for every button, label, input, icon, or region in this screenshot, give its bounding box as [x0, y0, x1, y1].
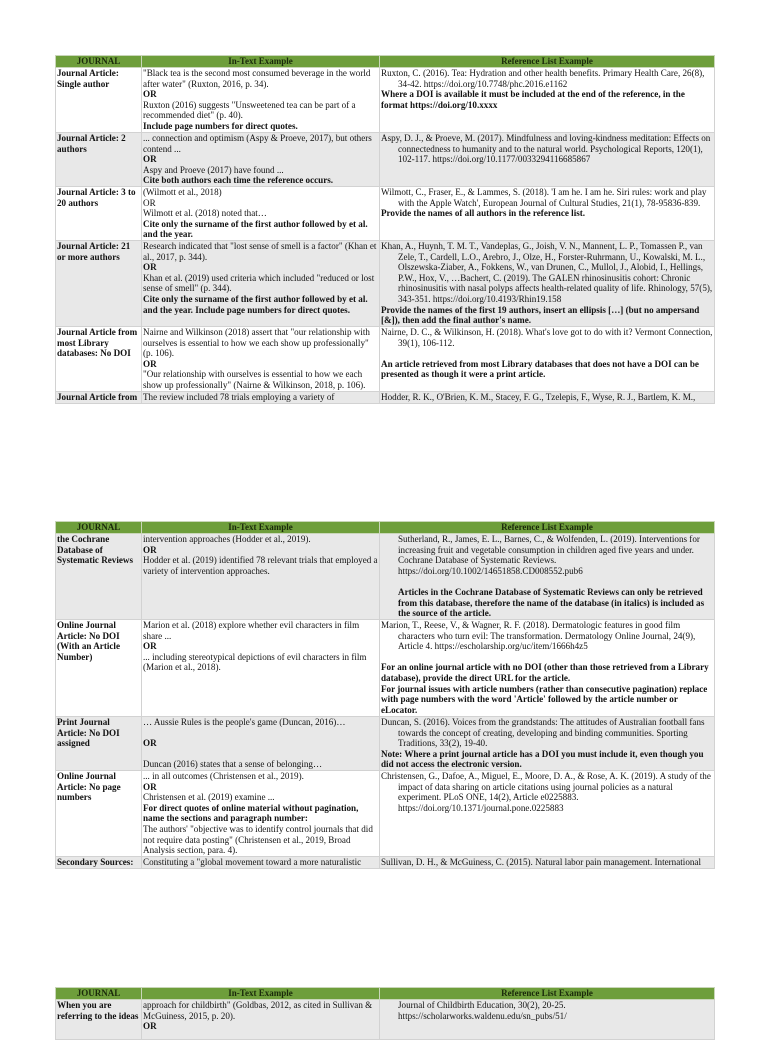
intext-cell [142, 771, 380, 857]
header-journal: JOURNAL [56, 988, 142, 1000]
reference-cell [380, 717, 715, 771]
cell-paragraph: … Aussie Rules is the people's game (Duncan, 2016)… [143, 717, 346, 727]
table-header-row [56, 522, 715, 534]
journal-type-cell: Journal Article from [56, 392, 142, 404]
reference-cell [380, 857, 715, 869]
table-row [56, 857, 715, 869]
or-separator: OR [143, 738, 157, 749]
cell-paragraph: Marion, T., Reese, V., & Wagner, R. F. (2018). Dermatologic features in good film characters who turn evil: The transformation. Dermatology Online Journal, 24(9), Article 4. https://escholarship.org/uc/item/1666h4z5 [381, 620, 696, 652]
cell-paragraph: Cite both authors each time the reference occurs. [143, 175, 334, 186]
cell-paragraph: intervention approaches (Hodder et al., 2019). [143, 534, 311, 544]
header-journal: JOURNAL [56, 522, 142, 534]
cell-paragraph: "Black tea is the second most consumed beverage in the world after water" (Ruxton, 2016, p. 34). [143, 68, 371, 89]
reference-cell [380, 620, 715, 717]
table-row [56, 133, 715, 187]
or-separator: OR [143, 154, 157, 165]
cell-paragraph: ... connection and optimism (Aspy & Proeve, 2017), but others contend ... [143, 133, 372, 154]
cell-paragraph: Wilmott et al. (2018) noted that… [143, 208, 267, 219]
table-row [56, 327, 715, 392]
cell-paragraph: Ruxton (2016) suggests "Unsweetened tea can be part of a recommended diet" (p. 40). [143, 99, 356, 121]
header-intext: In-Text Example [142, 56, 380, 68]
reference-cell [380, 392, 715, 404]
table-row [56, 392, 715, 404]
or-separator: OR [143, 544, 157, 555]
cell-paragraph: Provide the names of all authors in the reference list. [381, 208, 586, 219]
journal-type-cell: Online Journal Article: No DOI (With an Article Number) [56, 620, 142, 717]
or-separator: OR [143, 197, 156, 208]
header-intext: In-Text Example [142, 988, 380, 1000]
reference-cell [380, 534, 715, 620]
journal-type-cell: Journal Article: 2 authors [56, 133, 142, 187]
intext-cell [142, 392, 380, 404]
cell-paragraph: An article retrieved from most Library databases that does not have a DOI can be presented as though it were a print article. [381, 358, 699, 380]
cell-paragraph: For an online journal article with no DOI (other than those retrieved from a Library database), provide the direct URL for the article. [381, 662, 709, 683]
table-row [56, 1000, 715, 1040]
journal-type-cell: Print Journal Article: No DOI assigned [56, 717, 142, 771]
or-separator: OR [143, 358, 157, 369]
table-header-row [56, 988, 715, 1000]
or-separator: OR [143, 1021, 157, 1032]
reference-table-1 [55, 55, 715, 404]
journal-type-cell: Journal Article: 21 or more authors [56, 241, 142, 327]
reference-cell [380, 771, 715, 857]
reference-cell [380, 1000, 715, 1040]
or-separator: OR [143, 641, 157, 652]
cell-paragraph: ... including stereotypical depictions of evil characters in film (Marion et al., 2018). [143, 651, 367, 673]
intext-cell [142, 133, 380, 187]
cell-paragraph: ... in all outcomes (Christensen et al., 2019). [143, 771, 304, 781]
cell-paragraph: approach for childbirth" (Goldbas, 2012, as cited in Sullivan & McGuiness, 2015, p. 20). [143, 1000, 373, 1021]
spacer [381, 652, 713, 663]
intext-cell [142, 717, 380, 771]
table-row [56, 620, 715, 717]
or-separator: OR [143, 262, 157, 273]
header-intext: In-Text Example [142, 522, 380, 534]
or-separator: OR [143, 89, 157, 100]
cell-paragraph: Wilmott, C., Fraser, E., & Lammes, S. (2018). 'I am he. I am he. Siri rules: work and play with the Apple Watch', European Journal of Cultural Studies, 21(1), 78-95836-839. [381, 187, 707, 208]
cell-paragraph: For direct quotes of online material without pagination, name the sections and paragraph number: [143, 802, 359, 824]
cell-paragraph: Aspy and Proeve (2017) have found ... [143, 164, 284, 175]
journal-type-cell: When you are referring to the ideas [56, 1000, 142, 1040]
reference-cell [380, 241, 715, 327]
journal-type-cell: the Cochrane Database of Systematic Reviews [56, 534, 142, 620]
cell-paragraph: For journal issues with article numbers (rather than consecutive pagination) replace with page numbers with the word 'Article' followed by the article number or eLocator. [381, 683, 708, 715]
cell-paragraph: Constituting a "global movement toward a more naturalistic [143, 857, 362, 867]
spacer [381, 576, 713, 587]
reference-cell [380, 327, 715, 392]
cell-paragraph: Cite only the surname of the first author followed by et al. and the year. [143, 218, 368, 240]
intext-cell [142, 620, 380, 717]
table-row [56, 241, 715, 327]
table-row [56, 187, 715, 241]
cell-paragraph: Sullivan, D. H., & McGuiness, C. (2015). Natural labor pain management. International [381, 857, 701, 867]
intext-cell [142, 241, 380, 327]
header-journal: JOURNAL [56, 56, 142, 68]
reference-cell [380, 68, 715, 133]
cell-paragraph: Nairne, D. C., & Wilkinson, H. (2018). What's love got to do with it? Vermont Connection, 39(1), 106-112. [381, 327, 713, 348]
cell-paragraph: Include page numbers for direct quotes. [143, 120, 298, 131]
cell-paragraph: Aspy, D. J., & Proeve, M. (2017). Mindfulness and loving-kindness meditation: Effects on connectedness to humanity and to the natural world. Psychological Reports, 120(1), 102-117. https://doi.org/10.1177/0033294116685867 [381, 133, 711, 165]
cell-paragraph: Khan, A., Huynh, T. M. T., Vandeplas, G., Joish, V. N., Mannent, L. P., Tomassen P., van Zele, T., Cardell, L.O., Arebro, J., Olze, H., Forster-Ruhrmann, U., Kowalski, M. L., Olszewska-Ziaber, A., Fokkens, W., van Drunen, C., Mullol, J., Alobid, I., Hellings, P.W., Hox, V., …Bachert, C. (2019). The GALEN rhinosinusitis cohort: Chronic rhinosinusitis with nasal polyps affects health-related quality of life. Rhinology, 57(5), 343-351. https://doi.org/10.4193/Rhin19.158 [381, 241, 713, 304]
table-row [56, 717, 715, 771]
journal-type-cell: Secondary Sources: [56, 857, 142, 869]
cell-paragraph: Sutherland, R., James, E. L., Barnes, C., & Wolfenden, L. (2019). Interventions for increasing fruit and vegetable consumption in children aged five years and under. Cochrane Database of Systematic Reviews. https://doi.org/10.1002/14651858.CD008552.pub6 [398, 534, 700, 576]
cell-paragraph: "Our relationship with ourselves is essential to how we each show up professionally" (Nairne & Wilkinson, 2018, p. 106). [143, 369, 366, 390]
intext-cell [142, 534, 380, 620]
cell-paragraph: The review included 78 trials employing a variety of [143, 392, 335, 402]
header-reference: Reference List Example [380, 56, 715, 68]
or-separator: OR [143, 781, 157, 792]
cell-paragraph: Duncan, S. (2016). Voices from the grandstands: The attitudes of Australian football fans towards the concept of creating, developing and binding communities. Sporting Traditions, 33(2), 19-40. [381, 717, 705, 749]
cell-paragraph: Cite only the surname of the first author followed by et al. and the year. Include page numbers for direct quotes. [143, 293, 368, 315]
cell-paragraph: Articles in the Cochrane Database of Systematic Reviews can only be retrieved from this database, therefore the name of the database (in italics) is included as the source of the article. [398, 586, 705, 619]
cell-paragraph: The authors' "objective was to identify control journals that did not require data posting" (Christensen et al., 2019, Broad Analysis section, para. 4). [143, 823, 373, 856]
spacer [143, 749, 378, 760]
cell-paragraph: (Wilmott et al., 2018) [143, 187, 222, 197]
intext-cell [142, 327, 380, 392]
spacer [381, 348, 713, 359]
table-row [56, 534, 715, 620]
cell-paragraph: Nairne and Wilkinson (2018) assert that "our relationship with ourselves is essential to how we each show up professionally" (p. 106). [143, 327, 370, 359]
intext-cell [142, 857, 380, 869]
cell-paragraph: Hodder et al. (2019) identified 78 relevant trials that employed a variety of intervention approaches. [143, 555, 378, 576]
cell-paragraph: Marion et al. (2018) explore whether evil characters in film share ... [143, 620, 360, 641]
cell-paragraph: Khan et al. (2019) used criteria which included "reduced or lost sense of smell" (p. 344). [143, 272, 375, 294]
cell-paragraph: Note: Where a print journal article has a DOI you must include it, even though you did not access the electronic version. [381, 748, 704, 770]
intext-cell [142, 68, 380, 133]
journal-type-cell: Journal Article from most Library databases: No DOI [56, 327, 142, 392]
cell-paragraph: Research indicated that "lost sense of smell is a factor" (Khan et al., 2017, p. 344). [143, 241, 377, 262]
cell-paragraph: Hodder, R. K., O'Brien, K. M., Stacey, F. G., Tzelepis, F., Wyse, R. J., Bartlem, K. M., [381, 392, 696, 402]
reference-table-2 [55, 521, 715, 869]
cell-paragraph: Provide the names of the first 19 authors, insert an ellipsis […] (but no ampersand [&]), then add the final author's name. [381, 304, 700, 326]
spacer [143, 728, 378, 739]
reference-table-3 [55, 987, 715, 1040]
cell-paragraph: Christensen, G., Dafoe, A., Miguel, E., Moore, D. A., & Rose, A. K. (2019). A study of the impact of data sharing on article citations using journal policies as a natural experiment. PLoS ONE, 14(2), Article e0225883. https://doi.org/10.1371/journal.pone.0225883 [381, 771, 711, 813]
cell-paragraph: Ruxton, C. (2016). Tea: Hydration and other health benefits. Primary Health Care, 26(8), 34-42. https://doi.org/10.7748/phc.2016.e1162 [381, 68, 705, 89]
table-row [56, 68, 715, 133]
cell-paragraph: Duncan (2016) states that a sense of belonging… [143, 759, 323, 770]
cell-paragraph: Christensen et al. (2019) examine ... [143, 792, 275, 803]
header-reference: Reference List Example [380, 522, 715, 534]
cell-paragraph: Journal of Childbirth Education, 30(2), 20-25. https://scholarworks.waldenu.edu/sn_pubs/51/ [398, 1000, 567, 1021]
header-reference: Reference List Example [380, 988, 715, 1000]
journal-type-cell: Journal Article: Single author [56, 68, 142, 133]
table-header-row [56, 56, 715, 68]
journal-type-cell: Journal Article: 3 to 20 authors [56, 187, 142, 241]
reference-cell [380, 133, 715, 187]
cell-paragraph: Where a DOI is available it must be included at the end of the reference, in the format https://doi.org/10.xxxx [381, 89, 685, 110]
intext-cell [142, 1000, 380, 1040]
intext-cell [142, 187, 380, 241]
reference-cell [380, 187, 715, 241]
journal-type-cell: Online Journal Article: No page numbers [56, 771, 142, 857]
table-row [56, 771, 715, 857]
